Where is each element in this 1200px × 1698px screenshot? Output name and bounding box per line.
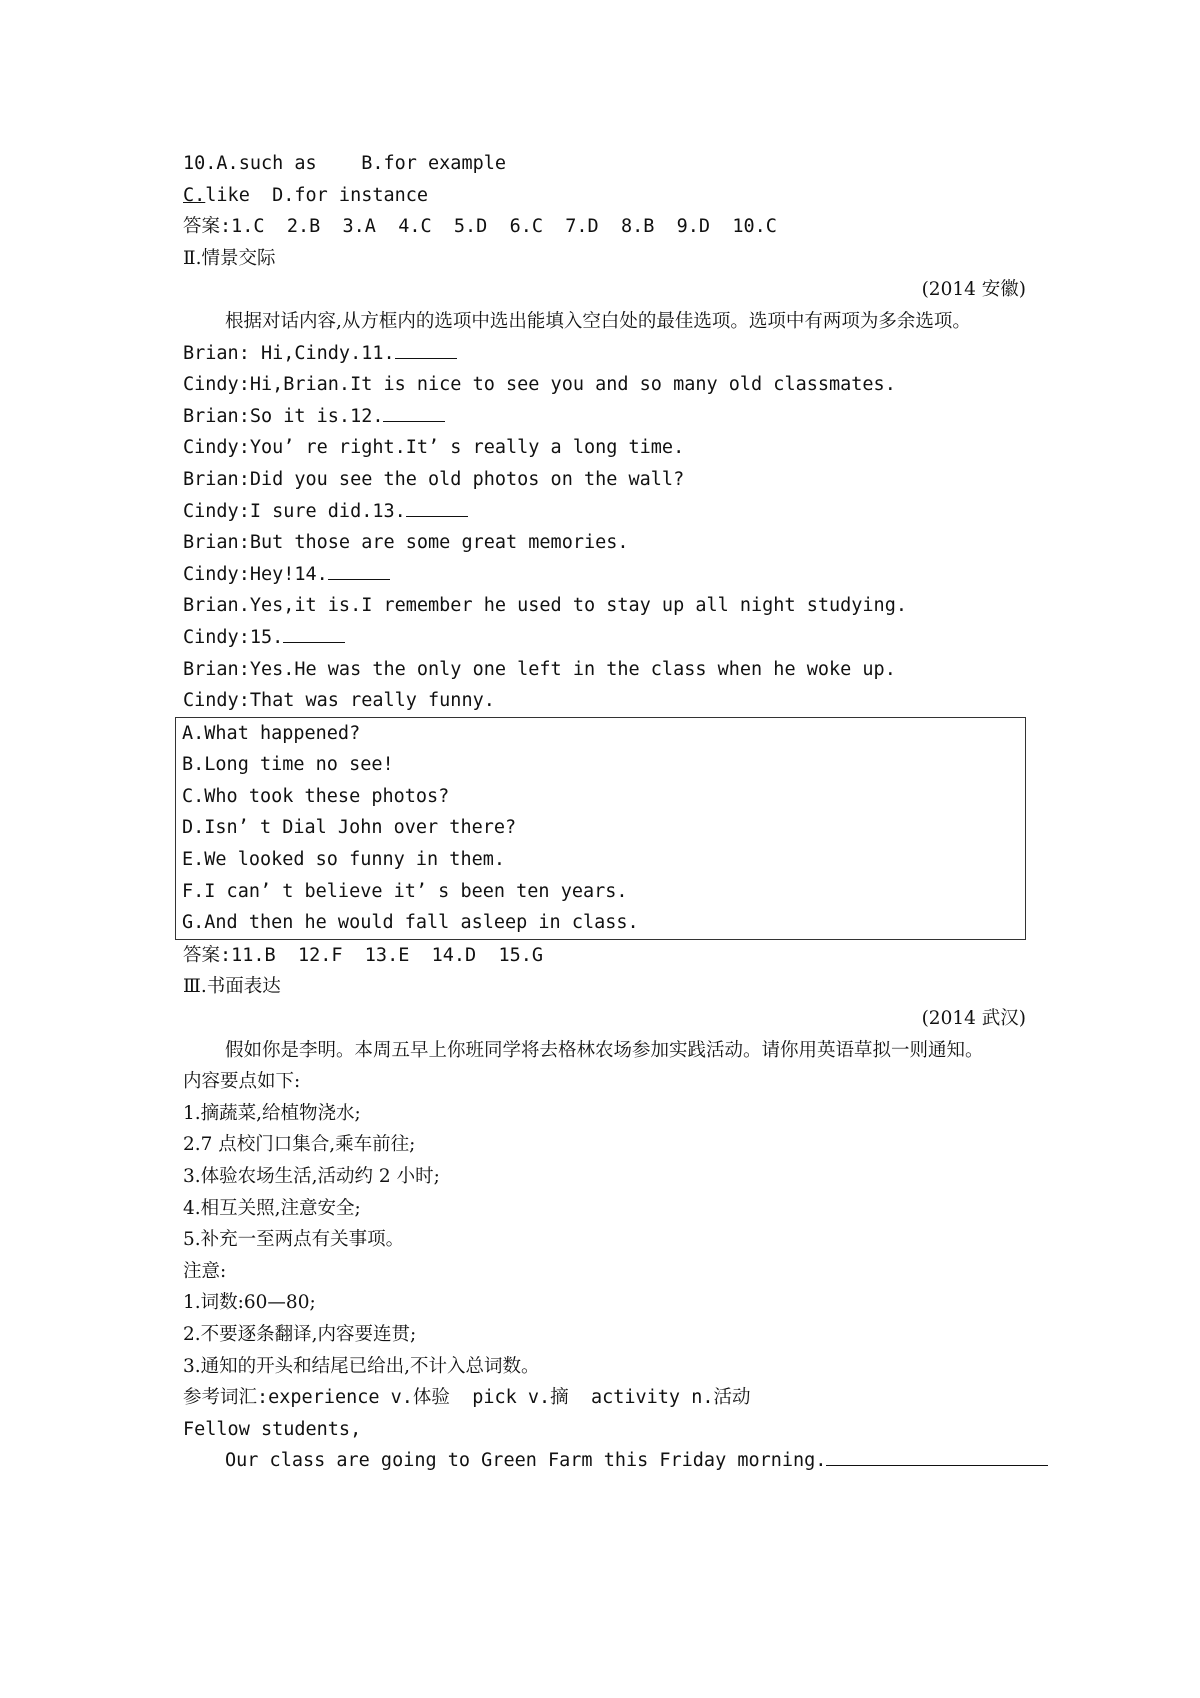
dialogue-line: Cindy:You’ re right.It’ s really a long time. (183, 437, 685, 459)
answer-blank (283, 624, 345, 643)
dialogue-line: Brian:Yes.He was the only one left in the class when he woke up. (183, 658, 896, 680)
note-item: 2.不要逐条翻译,内容要连贯; (183, 1323, 417, 1345)
point-item: 2.7 点校门口集合,乘车前往; (183, 1134, 416, 1156)
option-item: A.What happened? (182, 722, 361, 744)
dialogue-line: Brian:Did you see the old photos on the wall? (183, 468, 685, 490)
document-content (183, 148, 1026, 1477)
notice-opening-text: Our class are going to Green Farm this Friday morning. (225, 1450, 827, 1472)
answer-blank (395, 340, 457, 359)
option-item: G.And then he would fall asleep in class. (182, 912, 639, 934)
dialogue-line (183, 622, 1026, 654)
question-10-option-c-marker: C. (183, 184, 206, 206)
answer-blank (383, 403, 445, 422)
option-item: D.Isn’ t Dial John over there? (182, 817, 517, 839)
option-item: B.Long time no see! (182, 754, 394, 776)
notice-greeting: Fellow students, (183, 1418, 362, 1440)
notes-title: 注意: (183, 1260, 227, 1282)
dialogue-line: Cindy:Hi,Brian.It is nice to see you and so many old classmates. (183, 374, 896, 396)
point-item: 5.补充一至两点有关事项。 (183, 1229, 405, 1251)
dialogue-text: Brian: Hi,Cindy.11. (183, 342, 395, 364)
point-item: 3.体验农场生活,活动约 2 小时; (183, 1166, 440, 1187)
question-10-options-ab: 10.A.such as B.for example (183, 153, 507, 174)
option-item: E.We looked so funny in them. (182, 849, 506, 871)
dialogue-line (183, 401, 1026, 433)
dialogue-text: Cindy:15. (183, 626, 284, 648)
points-title: 内容要点如下: (183, 1071, 301, 1093)
part3-source: (2014 武汉) (921, 1008, 1026, 1030)
dialogue-line (183, 559, 1026, 591)
writing-blank (826, 1447, 1048, 1466)
part1-answers: 答案:1.C 2.B 3.A 4.C 5.D 6.C 7.D 8.B 9.D 10.C (183, 216, 777, 238)
answer-blank (328, 561, 390, 580)
point-item: 1.摘蔬菜,给植物浇水; (183, 1102, 361, 1124)
part2-heading: Ⅱ.情景交际 (183, 247, 276, 269)
dialogue-line: Brian:But those are some great memories. (183, 532, 629, 554)
part2-source: (2014 安徽) (921, 279, 1026, 301)
dialogue-line: Brian.Yes,it is.I remember he used to stay up all night studying. (183, 595, 907, 617)
point-item: 4.相互关照,注意安全; (183, 1197, 361, 1219)
part3-instruction: 假如你是李明。本周五早上你班同学将去格林农场参加实践活动。请你用英语草拟一则通知。 (225, 1039, 984, 1061)
part3-heading: Ⅲ.书面表达 (183, 976, 281, 998)
dialogue-line (183, 496, 1026, 528)
question-10-options-cd-text: like D.for instance (205, 184, 429, 206)
dialogue (183, 338, 1026, 717)
dialogue-line (183, 338, 1026, 370)
options-box (175, 717, 1026, 940)
note-item: 1.词数:60—80; (183, 1292, 316, 1314)
vocab-hint: 参考词汇:experience v.体验 pick v.摘 activity n.活动 (183, 1387, 751, 1409)
option-item: C.Who took these photos? (182, 785, 450, 807)
part2-answers: 答案:11.B 12.F 13.E 14.D 15.G (183, 944, 544, 966)
option-item: F.I can’ t believe it’ s been ten years. (182, 880, 628, 902)
note-item: 3.通知的开头和结尾已给出,不计入总词数。 (183, 1355, 540, 1377)
dialogue-line: Cindy:That was really funny. (183, 690, 495, 712)
dialogue-text: Brian:So it is.12. (183, 405, 384, 427)
notice-opening (183, 1445, 1026, 1477)
question-10-options-cd (183, 180, 1026, 212)
dialogue-text: Cindy:Hey!14. (183, 563, 328, 585)
dialogue-text: Cindy:I sure did.13. (183, 500, 406, 522)
part2-instruction: 根据对话内容,从方框内的选项中选出能填入空白处的最佳选项。选项中有两项为多余选项。 (225, 310, 971, 332)
answer-blank (406, 498, 468, 517)
